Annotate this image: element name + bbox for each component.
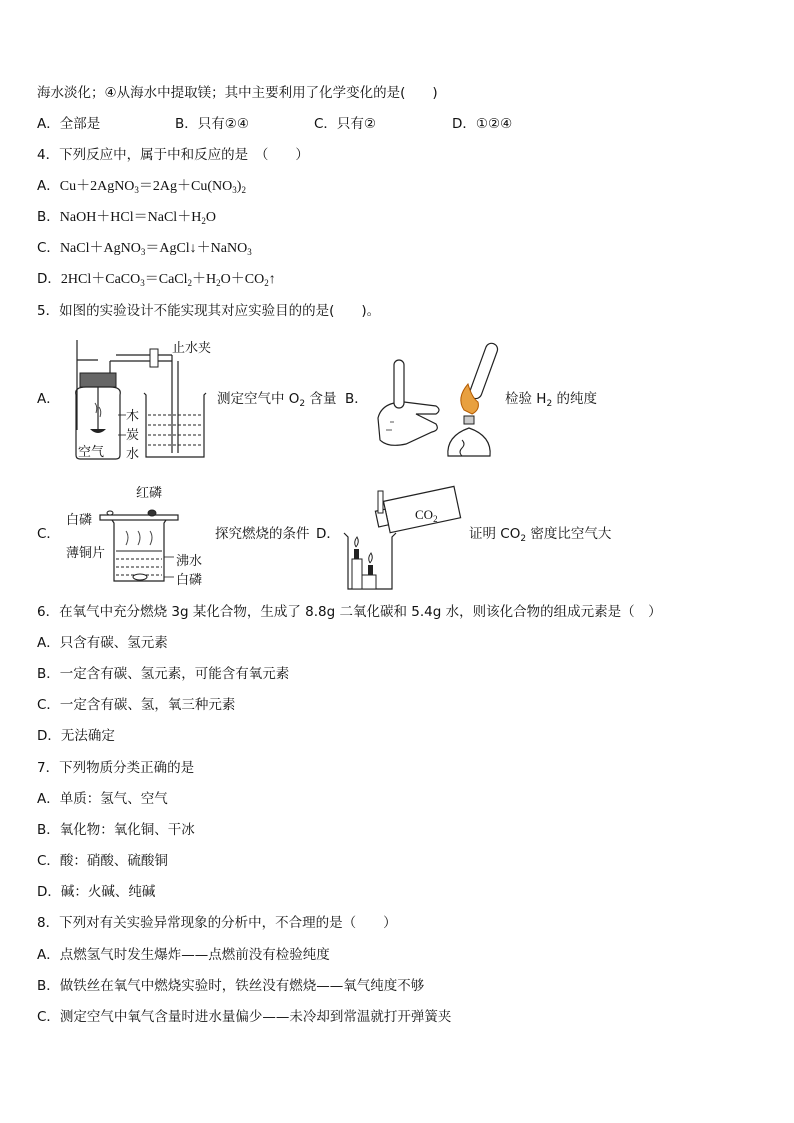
q8-option-b: B．做铁丝在氧气中燃烧实验时，铁丝没有燃烧——氧气纯度不够 bbox=[37, 978, 425, 994]
q6-option-a: A．只含有碳、氢元素 bbox=[37, 635, 168, 651]
q6-option-b: B．一定含有碳、氢元素，可能含有氧元素 bbox=[37, 666, 290, 682]
q4-stem: 4．下列反应中，属于中和反应的是 （ ） bbox=[37, 147, 309, 163]
q5-option-c-text: 探究燃烧的条件 bbox=[215, 526, 310, 542]
q8-option-c: C．测定空气中氧气含量时进水量偏少——未冷却到常温就打开弹簧夹 bbox=[37, 1009, 452, 1025]
q4-option-c bbox=[37, 239, 252, 258]
q7-option-a: A．单质：氢气、空气 bbox=[37, 791, 168, 807]
q8-stem: 8．下列对有关实验异常现象的分析中，不合理的是（ ） bbox=[37, 915, 397, 931]
q8-option-a: A．点燃氢气时发生爆炸——点燃前没有检验纯度 bbox=[37, 947, 330, 963]
label-mu: 木 bbox=[126, 409, 140, 424]
q5-stem: 5．如图的实验设计不能实现其对应实验目的的是( )。 bbox=[37, 303, 381, 319]
q7-stem: 7．下列物质分类正确的是 bbox=[37, 760, 195, 776]
label-tan: 炭 bbox=[126, 428, 140, 443]
equation: $NaOH+HCl=NaCl+H_2O$ bbox=[59, 210, 216, 226]
option-letter: D． bbox=[37, 271, 61, 287]
q6-option-c: C．一定含有碳、氢，氧三种元素 bbox=[37, 697, 236, 713]
q5-option-a-text: 测定空气中 $O_2$ 含量 bbox=[217, 391, 337, 409]
label-clamp: 止水夹 bbox=[172, 341, 212, 356]
equation: $2HCl+CaCO_3=CaCl_2+H_2O+CO_2↑$ bbox=[60, 272, 276, 288]
q5-option-a-letter: A． bbox=[37, 391, 60, 407]
label-boiling-water: 沸水 bbox=[176, 554, 203, 569]
q3-option-c: C．只有② bbox=[314, 116, 377, 132]
q3-option-a: A．全部是 bbox=[37, 116, 101, 132]
q5-option-b-letter: B． bbox=[345, 391, 368, 407]
label-co2-bottle: $CO_2$ bbox=[415, 507, 438, 524]
label-shui: 水 bbox=[126, 447, 140, 462]
q3-stem: 海水淡化；④从海水中提取镁；其中主要利用了化学变化的是( ) bbox=[37, 85, 438, 101]
q7-option-b: B．氧化物：氧化铜、干冰 bbox=[37, 822, 195, 838]
co2-density-apparatus bbox=[340, 485, 465, 593]
q7-option-c: C．酸：硝酸、硫酸铜 bbox=[37, 853, 168, 869]
option-letter: A． bbox=[37, 178, 60, 194]
q6-stem: 6．在氧气中充分燃烧 3g 某化合物，生成了 8.8g 二氧化碳和 5.4g 水，则该化合物的组成元素是（ ） bbox=[37, 604, 662, 620]
q4-option-a bbox=[37, 177, 246, 196]
label-copper-sheet: 薄铜片 bbox=[66, 546, 106, 561]
q3-option-d: D．①②④ bbox=[452, 116, 513, 132]
q6-option-d: D．无法确定 bbox=[37, 728, 115, 744]
option-letter: B． bbox=[37, 209, 60, 225]
hydrogen-purity-test-figure bbox=[376, 340, 501, 460]
q4-option-d bbox=[37, 270, 276, 289]
q4-option-b bbox=[37, 208, 216, 227]
option-letter: C． bbox=[37, 240, 60, 256]
q7-option-d: D．碱：火碱、纯碱 bbox=[37, 884, 156, 900]
label-air: 空气 bbox=[78, 445, 105, 460]
q3-option-b: B．只有②④ bbox=[175, 116, 249, 132]
label-white-phosphorus-bottom: 白磷 bbox=[176, 573, 203, 588]
equation: $Cu+2AgNO_3=2Ag+Cu(NO_3)_2$ bbox=[59, 179, 246, 195]
q5-option-d-text: 证明 $CO_2$ 密度比空气大 bbox=[469, 526, 612, 544]
q5-option-d-letter: D． bbox=[316, 526, 340, 542]
q5-option-c-letter: C． bbox=[37, 526, 60, 542]
label-red-phosphorus: 红磷 bbox=[136, 486, 163, 501]
equation: NaCl＋AgNO$_3$＝AgCl↓＋NaNO$_3$ bbox=[59, 241, 252, 257]
label-white-phosphorus-top: 白磷 bbox=[66, 513, 93, 528]
q5-option-b-text: 检验 $H_2$ 的纯度 bbox=[505, 391, 597, 409]
